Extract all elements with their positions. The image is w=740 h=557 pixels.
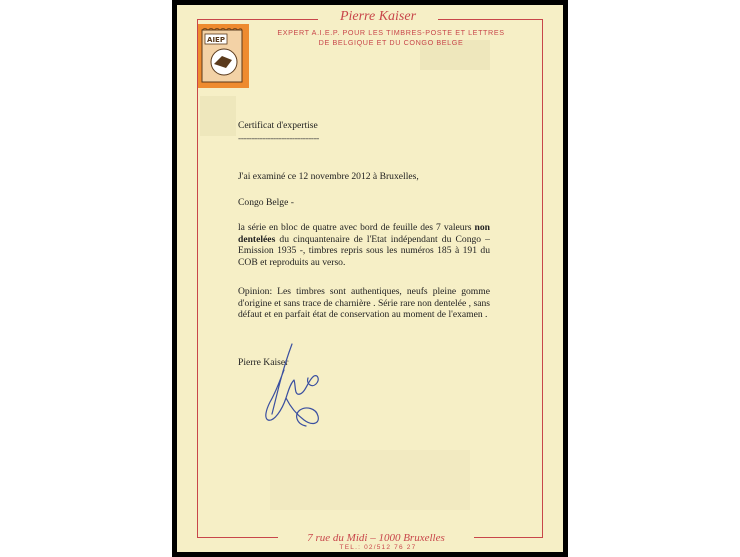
red-border (197, 19, 543, 538)
certificate-title: Certificat d'expertise (238, 120, 318, 131)
footer-telephone: TEL.: 02/512 76 27 (339, 544, 417, 551)
logo-text: AIEP (207, 36, 225, 44)
letterhead-line1: EXPERT A.I.E.P. POUR LES TIMBRES-POSTE ET LETTRES (277, 28, 505, 37)
aiep-logo (198, 24, 249, 88)
description-start: la série en bloc de quatre avec bord de feuille des 7 valeurs (238, 222, 472, 233)
letterhead-subtitle (256, 28, 526, 48)
intro-line: J'ai examiné ce 12 novembre 2012 à Bruxelles, (238, 171, 419, 182)
letterhead-line2: DE BELGIQUE ET DU CONGO BELGE (318, 38, 464, 47)
description-paragraph (238, 222, 490, 268)
signer-name: Pierre Kaiser (238, 357, 289, 368)
country-line: Congo Belge - (238, 197, 294, 208)
description-rest: du cinquantenaire de l'Etat indépendant du Congo – Emission 1935 -, timbres repris sous les numéros 185 à 191 du COB et reproduits au verso. (238, 233, 490, 268)
footer-address: 7 rue du Midi – 1000 Bruxelles (278, 531, 474, 545)
title-underline: ------------------------------ (238, 133, 319, 144)
opinion-paragraph: Opinion: Les timbres sont authentiques, neufs pleine gomme d'origine et sans trace de charnière . Série rare non dentelée , sans défaut et en parfait état de conservation au moment de l'examen . (238, 286, 490, 321)
description-bold: non dentelées (238, 222, 490, 245)
handwritten-signature (256, 340, 330, 432)
letterhead-name: Pierre Kaiser (318, 8, 438, 26)
